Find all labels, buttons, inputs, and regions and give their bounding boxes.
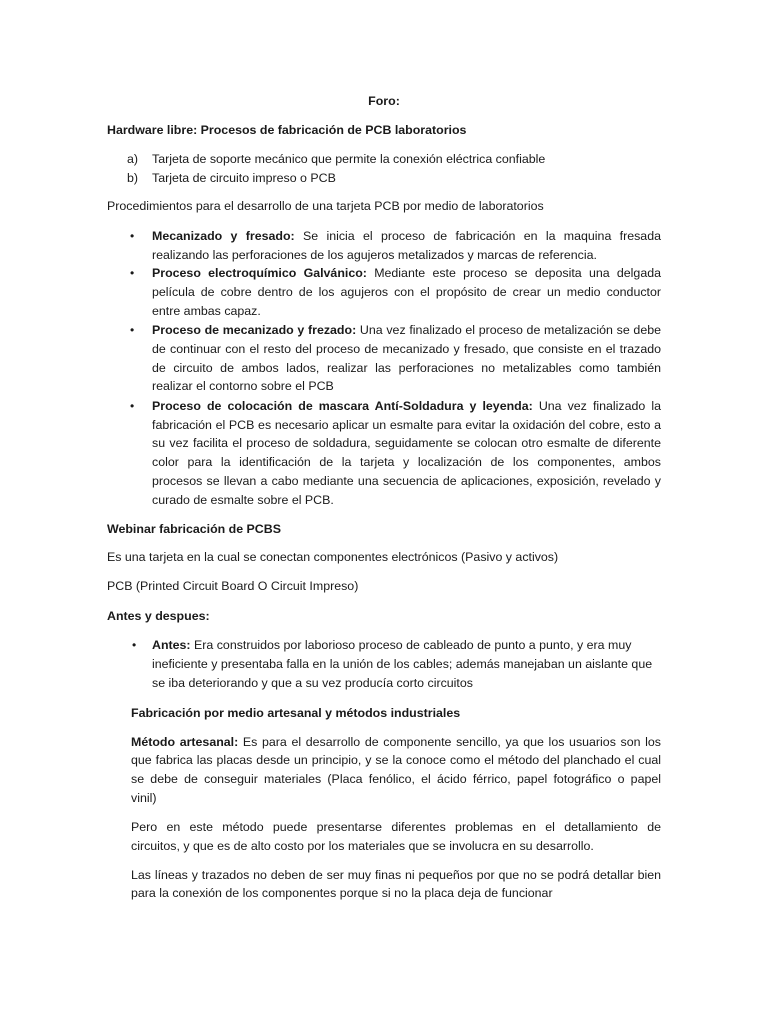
p4-line-4: color para la identificación de la tarjeta y localización de los componentes, ambos [152, 455, 661, 469]
p2-line-1 [152, 264, 661, 282]
p3-line-1 [152, 321, 661, 339]
heading-hardware-libre: Hardware libre: Procesos de fabricación de PCB laboratorios [107, 123, 467, 137]
pero-line-2: circuitos, y que es de alto costo por los materiales que se involucra en su desarrollo. [131, 839, 594, 853]
p4-bold: Proceso de colocación de mascara Antí-Soldadura y leyenda: [152, 399, 533, 413]
p1-bold: Mecanizado y fresado: [152, 229, 295, 243]
p2-line-2: película de cobre dentro de los agujeros con el propósito de crear un medio conductor [152, 285, 661, 299]
p4-line-2: fabricación el PCB es necesario aplicar un esmalte para evitar la oxidación del cobre, esto a [152, 418, 661, 432]
webinar-line-1: Es una tarjeta en la cual se conectan componentes electrónicos (Pasivo y activos) [107, 550, 559, 564]
lineas-line-2: para la conexión de los componentes porque si no la placa deja de funcionar [131, 886, 553, 900]
antes-heading: Antes y despues: [107, 609, 210, 623]
antes-bold: Antes: [152, 638, 191, 652]
artesanal-line-4: vinil) [131, 791, 157, 805]
artesanal-line-3: se debe de conseguir materiales (Placa fenólico, el ácido férrico, papel fotográfico o papel [131, 772, 661, 786]
bullet-1: • [130, 229, 135, 243]
p2-line-3: entre ambas capaz. [152, 304, 261, 318]
webinar-line-2: PCB (Printed Circuit Board O Circuit Impreso) [107, 579, 359, 593]
bullet-antes: • [132, 638, 137, 652]
antes-line-1 [152, 636, 631, 654]
artesanal-line-1 [131, 733, 661, 751]
list-item-a: Tarjeta de soporte mecánico que permite la conexión eléctrica confiable [152, 152, 546, 166]
p4-line-3: su vez facilita el proceso de soldadura, seguidamente se colocan otro esmalte de diferente [152, 436, 661, 450]
bullet-3: • [130, 323, 135, 337]
lineas-line-1: Las líneas y trazados no deben de ser muy finas ni pequeños por que no se podrá detallar bien [131, 868, 661, 882]
p3-line-4: realizar el contorno sobre el PCB [152, 379, 334, 393]
p1-line-2: realizando las perforaciones de los agujeros metalizados y marcas de referencia. [152, 248, 597, 262]
list-marker-a: a) [127, 152, 139, 166]
p4-text-1: Una vez finalizado la [538, 399, 661, 413]
list-item-b: Tarjeta de circuito impreso o PCB [152, 171, 336, 185]
bullet-2: • [130, 266, 135, 280]
p4-line-6: curado de esmalte sobre el PCB. [152, 493, 334, 507]
list-marker-b: b) [127, 171, 139, 185]
p3-bold: Proceso de mecanizado y frezado: [152, 323, 357, 337]
p4-line-1 [152, 397, 661, 415]
p1-line-1 [152, 227, 661, 245]
p3-line-2: de continuar con el resto del proceso de mecanizado y fresado, que consiste en el trazado [152, 342, 661, 356]
doc-title: Foro: [368, 94, 400, 108]
webinar-heading: Webinar fabricación de PCBS [107, 522, 281, 536]
fabricacion-heading: Fabricación por medio artesanal y métodos industriales [131, 706, 461, 720]
antes-line-3: se iba deteriorando y que a su vez producía corto circuitos [152, 676, 473, 690]
p3-text-1: Una vez finalizado el proceso de metalización se debe [359, 323, 661, 337]
pero-line-1: Pero en este método puede presentarse diferentes problemas en el detallamiento de [131, 820, 661, 834]
p4-line-5: procesos se llevan a cabo mediante una secuencia de aplicaciones, exposición, revelado y [152, 474, 661, 488]
procedures-intro: Procedimientos para el desarrollo de una tarjeta PCB por medio de laboratorios [107, 199, 544, 213]
artesanal-line-2: que fabrica las placas desde un principio, y se la conoce como el método del planchado el cual [131, 753, 661, 767]
p2-text-1: Mediante este proceso se deposita una delgada [374, 266, 661, 280]
antes-text-1: Era construidos por laborioso proceso de cableado de punto a punto, y era muy [194, 638, 632, 652]
p3-line-3: de circuito de ambos lados, realizar las perforaciones no metalizables como también [152, 361, 661, 375]
antes-line-2: ineficiente y presentaba falla en la unión de los cables; además manejaban un aislante que [152, 657, 653, 671]
artesanal-bold: Método artesanal: [131, 735, 239, 749]
artesanal-text-1: Es para el desarrollo de componente sencillo, ya que los usuarios son los [242, 735, 661, 749]
bullet-4: • [130, 399, 135, 413]
p2-bold: Proceso electroquímico Galvánico: [152, 266, 367, 280]
p1-text-1: Se inicia el proceso de fabricación en la maquina fresada [302, 229, 661, 243]
